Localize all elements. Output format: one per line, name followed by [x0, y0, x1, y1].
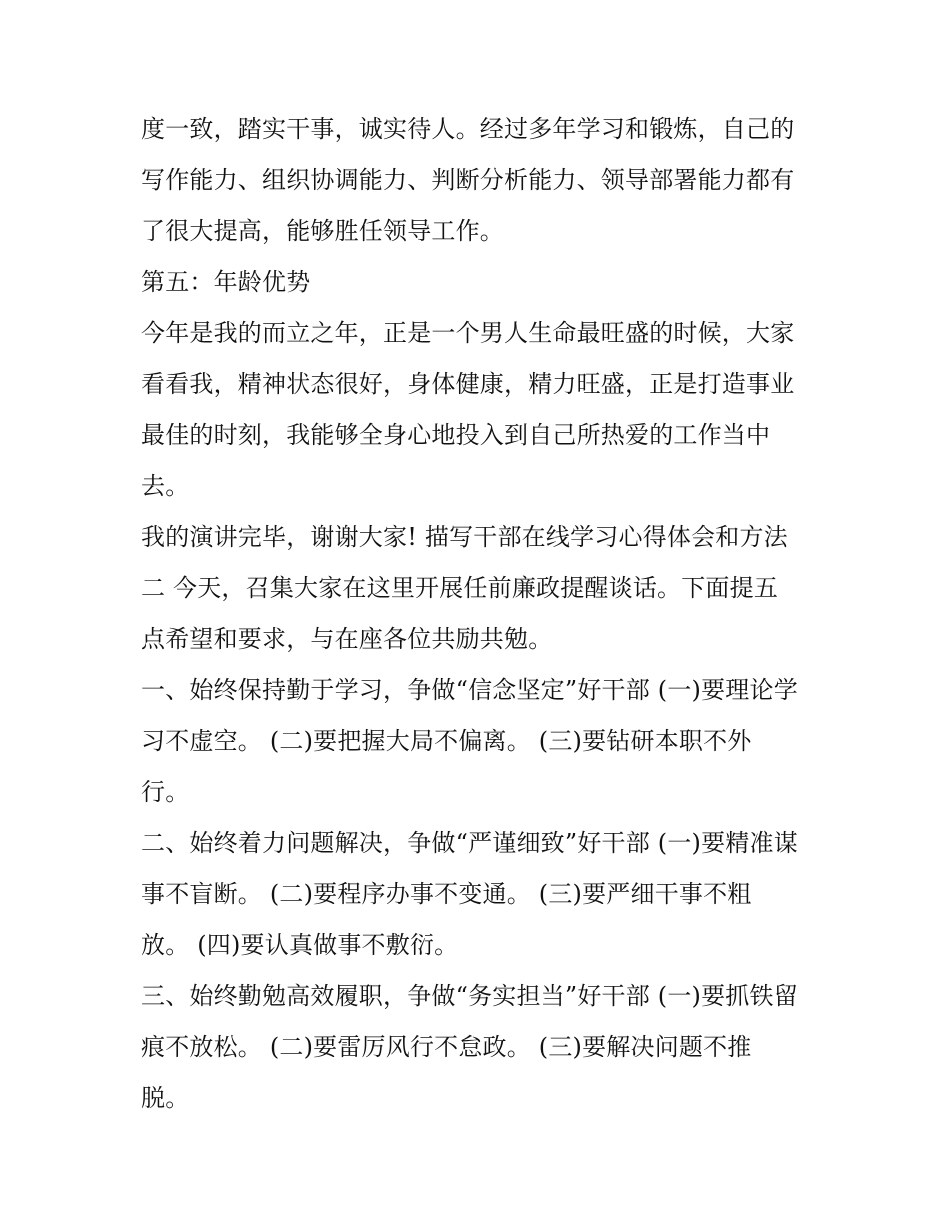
text-line: 点希望和要求，与在座各位共励共勉。 — [141, 625, 553, 653]
text-line: 二 今天，召集大家在这里开展任前廉政提醒谈话。下面提五 — [141, 574, 779, 602]
document-body — [141, 104, 821, 1124]
text-line: 了很大提高，能够胜任领导工作。 — [141, 217, 504, 245]
text-line: 今年是我的而立之年，正是一个男人生命最旺盛的时候，大家 — [141, 319, 795, 347]
text-line: 写作能力、组织协调能力、判断分析能力、领导部署能力都有 — [141, 166, 795, 194]
text-line: 放。 (四)要认真做事不敷衍。 — [141, 931, 459, 959]
text-line: 习不虚空。 (二)要把握大局不偏离。 (三)要钻研本职不外 — [141, 727, 752, 755]
text-line: 三、始终勤勉高效履职，争做“务实担当”好干部 (一)要抓铁留 — [141, 982, 798, 1010]
text-line: 行。 — [141, 778, 190, 806]
text-line: 痕不放松。 (二)要雷厉风行不怠政。 (三)要解决问题不推 — [141, 1033, 752, 1061]
text-line: 脱。 — [141, 1084, 190, 1112]
text-line: 看看我，精神状态很好，身体健康，精力旺盛，正是打造事业 — [141, 370, 795, 398]
section-heading: 第五：年龄优势 — [141, 268, 311, 296]
text-line: 度一致，踏实干事，诚实待人。经过多年学习和锻炼，自己的 — [141, 115, 795, 143]
text-line: 一、始终保持勤于学习，争做“信念坚定”好干部 (一)要理论学 — [141, 676, 798, 704]
text-line: 最佳的时刻，我能够全身心地投入到自己所热爱的工作当中 — [141, 421, 771, 449]
text-line: 二、始终着力问题解决，争做“严谨细致”好干部 (一)要精准谋 — [141, 829, 798, 857]
text-line: 事不盲断。 (二)要程序办事不变通。 (三)要严细干事不粗 — [141, 880, 752, 908]
text-line: 去。 — [141, 472, 190, 500]
text-line: 我的演讲完毕，谢谢大家! 描写干部在线学习心得体会和方法 — [141, 523, 788, 551]
